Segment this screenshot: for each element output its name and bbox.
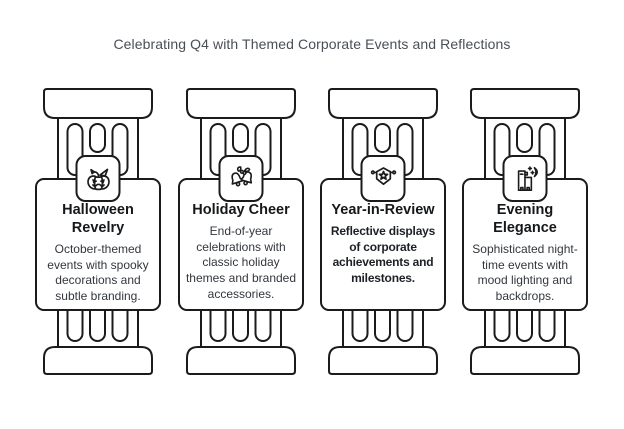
- holiday-bells-icon: [224, 162, 258, 196]
- jack-o-lantern-icon: [81, 162, 115, 196]
- card-description: October-themed events with spooky decorations and subtle branding.: [47, 242, 149, 304]
- pillar-evening: [470, 87, 580, 379]
- icon-badge: [219, 155, 264, 202]
- pillar-holiday: [186, 87, 296, 379]
- card-title: Year-in-Review: [331, 202, 435, 218]
- night-city-icon: [508, 162, 542, 196]
- card-description: Reflective displays of corporate achievements and milestones.: [330, 224, 436, 285]
- award-banner-icon: [366, 162, 400, 196]
- icon-badge: [76, 155, 121, 202]
- card-description: End-of-year celebrations with classic holiday themes and branded accessories.: [185, 224, 297, 301]
- card-description: Sophisticated night-time events with mood lighting and backdrops.: [472, 242, 578, 304]
- icon-badge: [361, 155, 406, 202]
- pillar-halloween: [43, 87, 153, 379]
- card-title: Holiday Cheer: [192, 202, 290, 218]
- icon-badge: [503, 155, 548, 202]
- pillar-year-in-review: [328, 87, 438, 379]
- card-title: Evening Elegance: [493, 202, 557, 237]
- page-title: Celebrating Q4 with Themed Corporate Events and Reflections: [113, 36, 511, 52]
- card-title: Halloween Revelry: [62, 202, 134, 237]
